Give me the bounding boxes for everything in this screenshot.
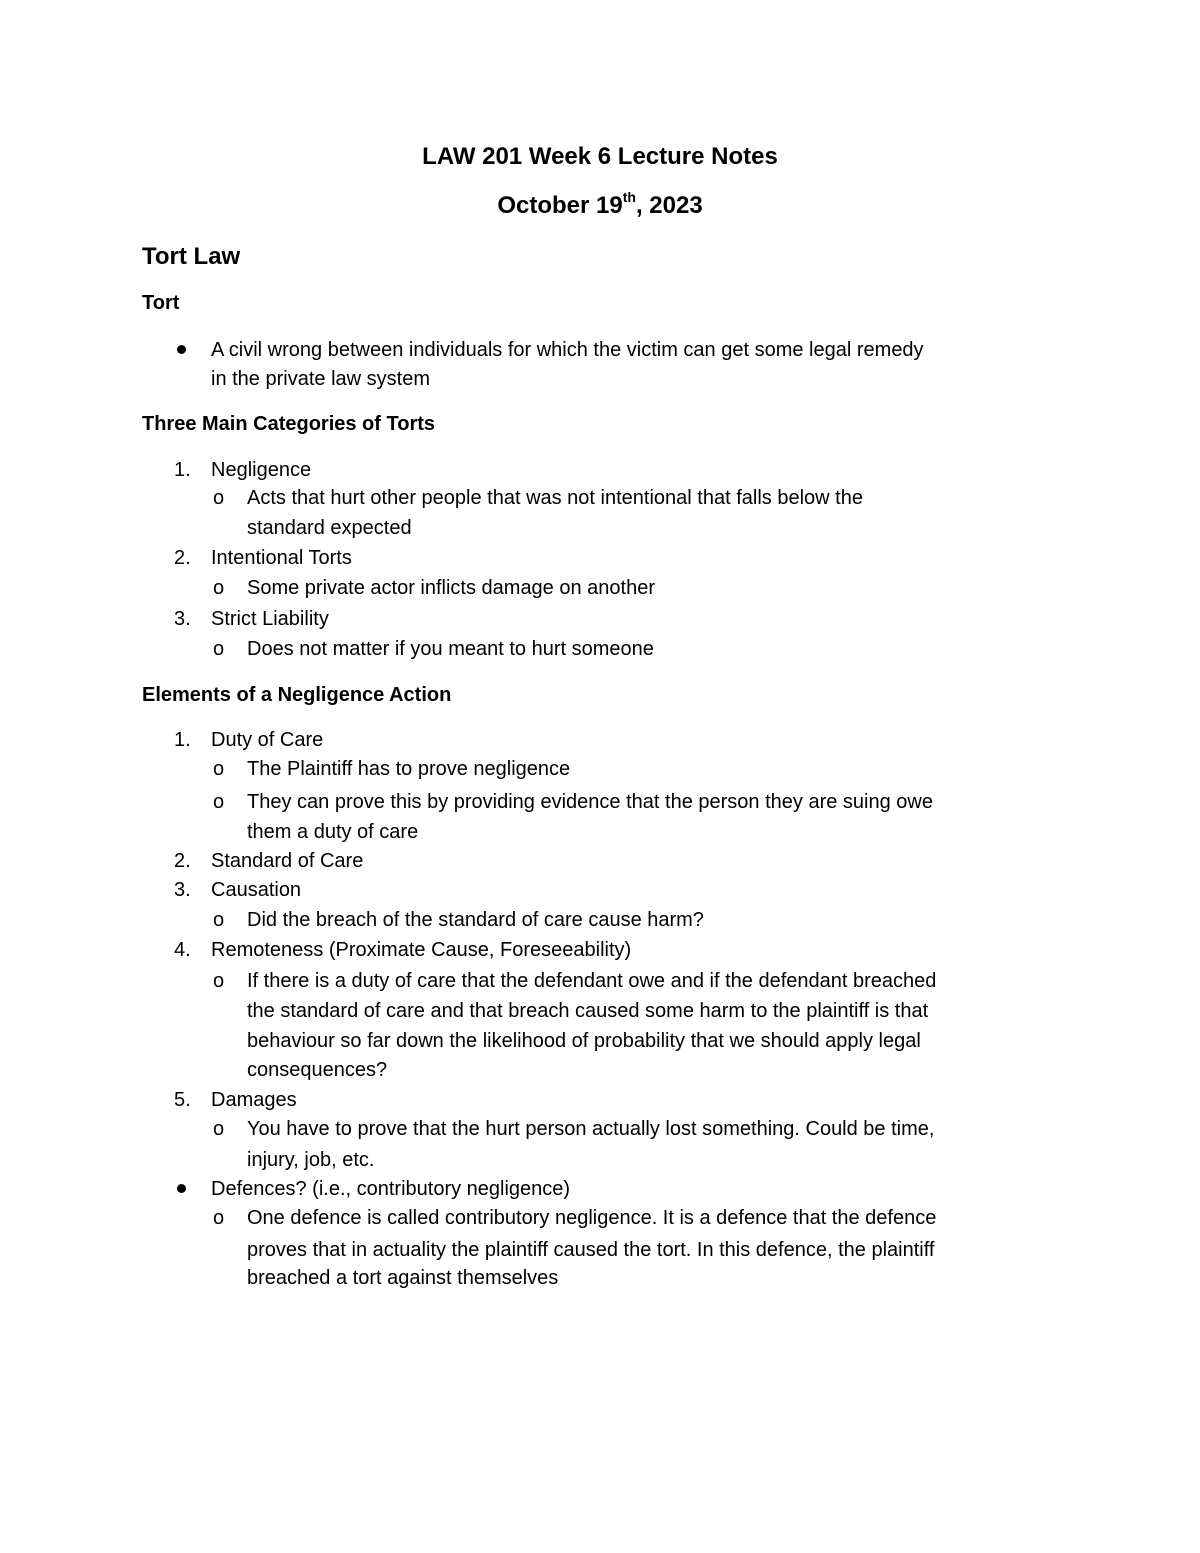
remoteness-desc-line-1: If there is a duty of care that the defendant owe and if the defendant breached: [247, 970, 937, 992]
damages-desc-line-1: You have to prove that the hurt person actually lost something. Could be time,: [247, 1118, 935, 1140]
lecture-date: [142, 191, 1058, 221]
bullet-icon: [177, 345, 186, 354]
element-damages: Damages: [211, 1089, 297, 1111]
category-strict-liability: Strict Liability: [211, 608, 329, 630]
list-number: 3.: [174, 608, 191, 630]
element-duty-of-care: Duty of Care: [211, 729, 324, 751]
categories-heading: Three Main Categories of Torts: [142, 413, 436, 435]
duty-of-care-desc-1: The Plaintiff has to prove negligence: [247, 758, 571, 780]
sub-bullet-icon: o: [213, 1118, 225, 1140]
duty-of-care-desc-2-line-1: They can prove this by providing evidence that the person they are suing owe: [247, 791, 933, 813]
tort-definition-line-2: in the private law system: [211, 368, 430, 390]
sub-bullet-icon: o: [213, 970, 225, 992]
remoteness-desc-line-4: consequences?: [247, 1059, 388, 1081]
defences-desc-line-1: One defence is called contributory negligence. It is a defence that the defence: [247, 1207, 937, 1229]
tort-heading: Tort: [142, 292, 180, 314]
section-title: Tort Law: [142, 243, 241, 270]
date-suffix: , 2023: [635, 192, 703, 219]
element-standard-of-care: Standard of Care: [211, 850, 364, 872]
list-number: 2.: [174, 547, 191, 569]
list-number: 5.: [174, 1089, 191, 1111]
list-number: 1.: [174, 729, 191, 751]
sub-bullet-icon: o: [213, 638, 225, 660]
defences-desc-line-3: breached a tort against themselves: [247, 1267, 559, 1289]
sub-bullet-icon: o: [213, 909, 225, 931]
negligence-desc-line-1: Acts that hurt other people that was not intentional that falls below the: [247, 487, 863, 509]
defences-desc-line-2: proves that in actuality the plaintiff caused the tort. In this defence, the plaintiff: [247, 1239, 935, 1261]
sub-bullet-icon: o: [213, 487, 225, 509]
list-number: 2.: [174, 850, 191, 872]
element-remoteness: Remoteness (Proximate Cause, Foreseeability): [211, 939, 632, 961]
date-superscript: th: [622, 189, 636, 205]
list-number: 4.: [174, 939, 191, 961]
bullet-icon: [177, 1184, 186, 1193]
document-title: LAW 201 Week 6 Lecture Notes: [422, 143, 778, 170]
damages-desc-line-2: injury, job, etc.: [247, 1149, 375, 1171]
intentional-torts-desc: Some private actor inflicts damage on another: [247, 577, 655, 599]
remoteness-desc-line-2: the standard of care and that breach caused some harm to the plaintiff is that: [247, 1000, 929, 1022]
list-number: 1.: [174, 459, 191, 481]
strict-liability-desc: Does not matter if you meant to hurt someone: [247, 638, 654, 660]
negligence-desc-line-2: standard expected: [247, 517, 412, 539]
causation-desc: Did the breach of the standard of care cause harm?: [247, 909, 704, 931]
sub-bullet-icon: o: [213, 758, 225, 780]
category-intentional-torts: Intentional Torts: [211, 547, 352, 569]
sub-bullet-icon: o: [213, 577, 225, 599]
sub-bullet-icon: o: [213, 1207, 225, 1229]
date-prefix: October 19: [497, 192, 623, 219]
tort-definition-line-1: A civil wrong between individuals for which the victim can get some legal remedy: [211, 339, 924, 361]
sub-bullet-icon: o: [213, 791, 225, 813]
elements-heading: Elements of a Negligence Action: [142, 684, 452, 706]
remoteness-desc-line-3: behaviour so far down the likelihood of probability that we should apply legal: [247, 1030, 921, 1052]
duty-of-care-desc-2-line-2: them a duty of care: [247, 821, 419, 843]
defences-label: Defences? (i.e., contributory negligence): [211, 1178, 571, 1200]
element-causation: Causation: [211, 879, 302, 901]
category-negligence: Negligence: [211, 459, 312, 481]
list-number: 3.: [174, 879, 191, 901]
